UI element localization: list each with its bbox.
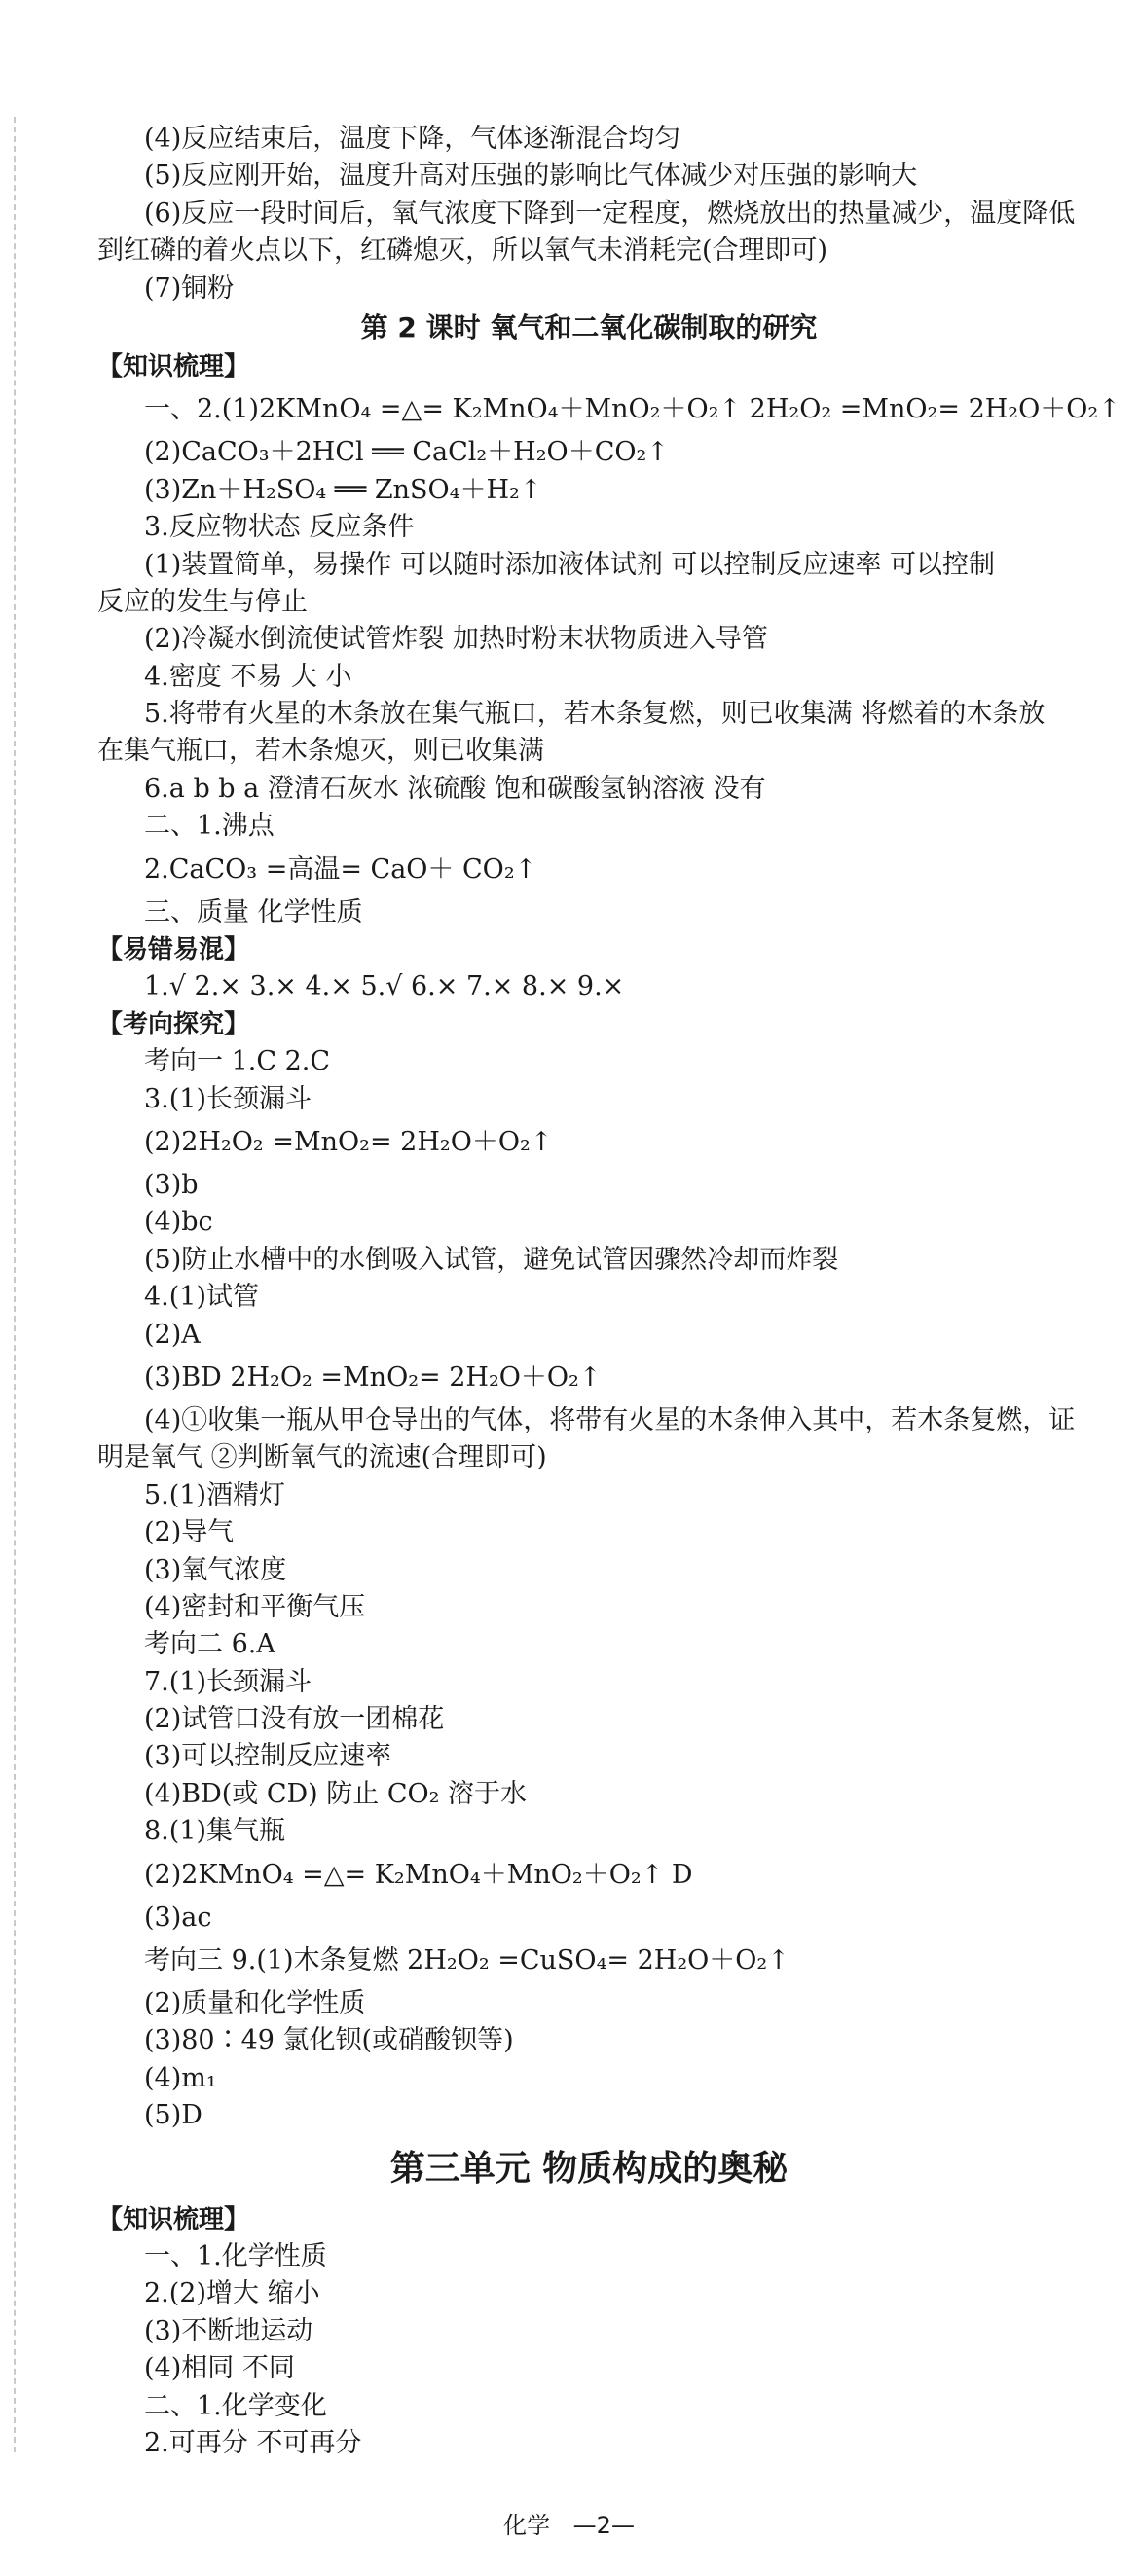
- section-heading-knowledge: 【知识梳理】: [97, 351, 250, 381]
- text-line: (4)反应结束后，温度下降，气体逐渐混合均匀: [144, 124, 681, 154]
- lesson-title: 第 2 课时 氧气和二氧化碳制取的研究: [360, 310, 818, 344]
- text-line: 二、1.沸点: [144, 811, 275, 842]
- text-line: 4.密度 不易 大 小: [144, 661, 352, 692]
- answer-content: [97, 121, 1120, 2462]
- equation-line: 一、2.(1)2KMnO₄ =△= K₂MnO₄＋MnO₂＋O₂↑ 2H₂O₂ =MnO₂= 2H₂O＋O₂↑: [144, 394, 1120, 425]
- equation-line: (2)2H₂O₂ =MnO₂= 2H₂O＋O₂↑: [144, 1126, 553, 1157]
- text-line: (5)防止水槽中的水倒吸入试管，避免试管因骤然冷却而炸裂: [144, 1244, 839, 1275]
- text-line: 三、质量 化学性质: [144, 896, 363, 927]
- footer-subject: 化学: [503, 2512, 551, 2539]
- text-line: (7)铜粉: [144, 272, 235, 304]
- text-line: (3)ac: [144, 1902, 212, 1933]
- equation-line: (2)CaCO₃＋2HCl ══ CaCl₂＋H₂O＋CO₂↑: [144, 437, 669, 468]
- binding-dashed-line: [14, 117, 16, 2452]
- equation-line: (3)Zn＋H₂SO₄ ══ ZnSO₄＋H₂↑: [144, 474, 542, 505]
- text-line: (2)质量和化学性质: [144, 1988, 366, 2019]
- text-line: 考向一 1.C 2.C: [144, 1046, 331, 1077]
- page-footer: [0, 2506, 1138, 2540]
- text-line: (6)反应一段时间后，氧气浓度下降到一定程度，燃烧放出的热量减少，温度降低: [144, 198, 1076, 229]
- unit-title: 第三单元 物质构成的奥秘: [389, 2148, 789, 2189]
- text-line: (4)bc: [144, 1207, 213, 1238]
- text-line: (2)冷凝水倒流使试管炸裂 加热时粉末状物质进入导管: [144, 624, 768, 655]
- text-line: 3.(1)长颈漏斗: [144, 1083, 312, 1114]
- text-line: (5)反应刚开始，温度升高对压强的影响比气体减少对压强的影响大: [144, 161, 918, 192]
- text-line: (3)不断地运动: [144, 2315, 313, 2346]
- text-line: 3.反应物状态 反应条件: [144, 512, 415, 543]
- text-line: 2.可再分 不可再分: [144, 2427, 362, 2458]
- text-line: 在集气瓶口，若木条熄灭，则已收集满: [97, 736, 544, 767]
- equation-line: (3)BD 2H₂O₂ =MnO₂= 2H₂O＋O₂↑: [144, 1361, 602, 1393]
- text-line: (1)装置简单，易操作 可以随时添加液体试剂 可以控制反应速率 可以控制: [144, 549, 995, 580]
- text-line: 一、1.化学性质: [144, 2240, 327, 2271]
- text-line: (3)80∶49 氯化钡(或硝酸钡等): [144, 2025, 514, 2056]
- text-line: 4.(1)试管: [144, 1282, 260, 1313]
- section-heading-mistakes: 【易错易混】: [97, 935, 250, 965]
- section-heading-explore: 【考向探究】: [97, 1009, 250, 1039]
- text-line: 反应的发生与停止: [97, 586, 308, 617]
- answers-line: 1.√ 2.× 3.× 4.× 5.√ 6.× 7.× 8.× 9.×: [144, 971, 625, 1002]
- text-line: 明是氧气 ②判断氧气的流速(合理即可): [97, 1442, 547, 1473]
- text-line: (3)可以控制反应速率: [144, 1741, 392, 1772]
- page-number: —2—: [572, 2512, 635, 2539]
- equation-line: (2)2KMnO₄ =△= K₂MnO₄＋MnO₂＋O₂↑ D: [144, 1859, 693, 1890]
- text-line: (2)试管口没有放一团棉花: [144, 1704, 445, 1735]
- text-line: (3)b: [144, 1169, 199, 1200]
- text-line: (4)①收集一瓶从甲仓导出的气体，将带有火星的木条伸入其中，若木条复燃，证: [144, 1404, 1076, 1435]
- text-line: 8.(1)集气瓶: [144, 1816, 286, 1847]
- equation-line: 2.CaCO₃ =高温= CaO＋ CO₂↑: [144, 853, 537, 885]
- text-line: 考向二 6.A: [144, 1629, 275, 1660]
- text-line: 2.(2)增大 缩小: [144, 2278, 320, 2309]
- text-line: 5.将带有火星的木条放在集气瓶口，若木条复燃，则已收集满 将燃着的木条放: [144, 699, 1046, 730]
- text-line: (4)相同 不同: [144, 2353, 295, 2384]
- text-line: (2)A: [144, 1319, 201, 1350]
- section-heading-knowledge-2: 【知识梳理】: [97, 2204, 250, 2234]
- text-line: 7.(1)长颈漏斗: [144, 1666, 312, 1697]
- text-line: (3)氧气浓度: [144, 1554, 287, 1585]
- text-line: (5)D: [144, 2100, 202, 2131]
- text-line: (2)导气: [144, 1517, 235, 1548]
- text-line: 二、1.化学变化: [144, 2390, 327, 2421]
- text-line: (4)BD(或 CD) 防止 CO₂ 溶于水: [144, 1778, 528, 1809]
- text-line: (4)密封和平衡气压: [144, 1591, 366, 1622]
- text-line: (4)m₁: [144, 2062, 217, 2093]
- text-line: 到红磷的着火点以下，红磷熄灭，所以氧气未消耗完(合理即可): [97, 236, 828, 267]
- text-line: 5.(1)酒精灯: [144, 1479, 286, 1510]
- equation-line: 考向三 9.(1)木条复燃 2H₂O₂ =CuSO₄= 2H₂O＋O₂↑: [144, 1945, 789, 1977]
- text-line: 6.a b b a 澄清石灰水 浓硫酸 饱和碳酸氢钠溶液 没有: [144, 773, 766, 804]
